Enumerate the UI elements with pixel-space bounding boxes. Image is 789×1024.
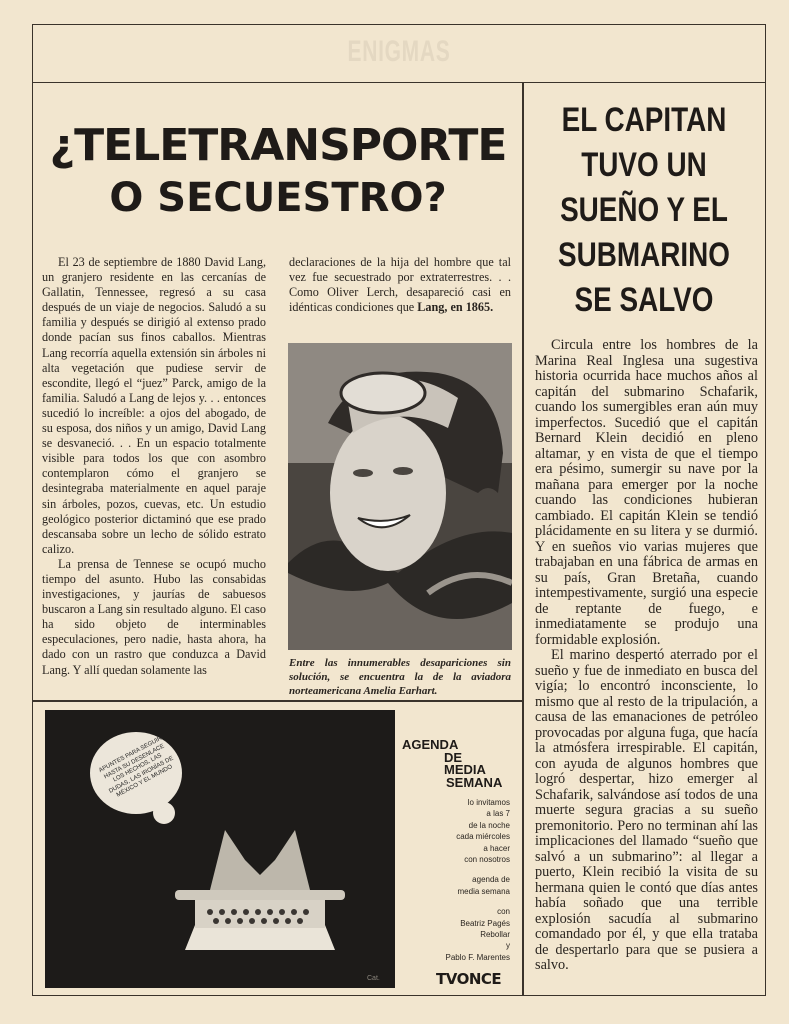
speech-bubble-text: APUNTES PARA SEGUIR HASTA SU DESENLACE LOS HECHOS, LAS DUDAS, LAS IRONÍAS DE MÉXICO Y EL MUNDO [98, 735, 175, 799]
tv-once-logo: TVONCE [436, 970, 502, 988]
sidebar-title [546, 98, 743, 323]
ad-title [402, 739, 514, 789]
horizontal-rule [33, 700, 522, 702]
typewriter-icon [165, 820, 355, 960]
ad-info-spacer [400, 897, 510, 906]
ad-info-line: con nosotros [464, 855, 510, 865]
photo-caption: Entre las innumerables desapariciones sin solución, se encuentra la de la aviadora norteamericana Amelia Earhart. [289, 657, 511, 697]
ad-info-line: a las 7 [486, 809, 510, 819]
ad-title-line: SEMANA [446, 774, 503, 790]
artist-signature: Cat. [367, 975, 380, 982]
ad-info-line: a hacer [483, 843, 510, 853]
article-paragraph: El 23 de septiembre de 1880 David Lang, un granjero residente en las cercanías de Gallatin, Tennessee, regresó a su casa después de un viaje de negocios. Saludó a su familia y después se dirigió al extenso prado donde pacían sus finos caballos. Mientras Lang recorría aquella extensión sin árboles ni alta vegetación que pudiese servir de escondite, llegó el “juez” Parck, amigo de la familia. Saludó a Lang de lejos y. . . entonces sucedió lo increíble: a ojos del abogado, de su esposa, dos niños y un amigo, David Lang se desvaneció. . . En un espacio totalmente visible para todos los que con asombro contemplaron cómo el granjero se desintegraba materialmente en aquel paraje sin árboles, pozos, cuevas, etc. Un estudio geológico posterior dictaminó que ese prado descansaba sobre un lecho de sólido estrato calizo. [42, 255, 266, 556]
ad-info [400, 797, 510, 963]
article-text-bold: Lang, en 1865. [417, 300, 494, 315]
section-header [33, 25, 765, 83]
ad-info-spacer [400, 865, 510, 874]
ad-info-line: cada miércoles [456, 832, 510, 842]
sidebar-title-line: SUBMARINO [558, 236, 730, 274]
ad-info-line: Pablo F. Marentes [445, 952, 510, 962]
article-text: declaraciones de la hija del hombre que tal vez fue secuestrado por extraterrestres. . . Como Oliver Lerch, desapareció casi en idénticas condiciones que [289, 255, 511, 315]
article-paragraph: La prensa de Tennese se ocupó mucho tiempo del asunto. Hubo las consabidas investigaciones, y jaurías de sabuesos buscaron a Lang sin resultado alguno. El caso ha sido objeto de interminables especulaciones, pero nadie, hasta ahora, ha dado con un rastro que conduzca a David Lang. Y allí quedan solamente las [42, 556, 266, 677]
ad-info-line: lo invitamos [467, 798, 510, 807]
sidebar-title-line: TUVO UN [581, 146, 707, 184]
title-line-1: ¿TELETRANSPORTE [49, 120, 507, 171]
article-title [34, 120, 522, 224]
sidebar-body [535, 338, 758, 974]
ad-title-line: AGENDA [402, 737, 459, 752]
section-name: ENIGMAS [347, 35, 451, 68]
sidebar-paragraph: Circula entre los hombres de la Marina Real Inglesa una sugestiva historia ocurrida hace muchos años al capitán del submarino Schafarik, cuando los sumergibles eran aún muy imperfectos. Sucedió que el capitán Bernard Klein decidió en pleno altamar, y en vista de que el tiempo era pésimo, sumergir su nave por la mañana para emerger por la noche cuando las condiciones hubieran cambiado. El capitán Klein se tendió plácidamente en su litera y se durmió. Y en sueños vio varias mujeres que trabajaban en una fábrica de armas en su país, Gran Bretaña, cuando intempestivamente, surgió una especie de reptante de fuego, e inmediatamente se produjo una formidable explosión. [535, 337, 758, 648]
ad-info-line: Rebollar [480, 930, 510, 940]
ad-info-line: Beatriz Pagés [460, 918, 510, 928]
sidebar-title-line: SE SALVO [574, 281, 714, 319]
ad-title-line: DE [444, 749, 463, 765]
article-paragraph [289, 255, 511, 315]
article-column-2 [289, 255, 511, 315]
sidebar-title-line: SUEÑO Y EL [560, 191, 728, 229]
ad-info-line: media semana [457, 886, 510, 896]
ad-title-line: MEDIA [444, 762, 486, 777]
photo-amelia-earhart [288, 343, 512, 650]
title-line-2: O SECUESTRO? [109, 175, 447, 221]
sidebar-title-line: EL CAPITAN [561, 101, 727, 139]
article-column-1 [42, 255, 266, 678]
ad-illustration [45, 710, 395, 988]
sidebar-paragraph: El marino despertó aterrado por el sueño y fue de inmediato en busca del vigía; lo encontró inconsciente, lo mismo que al resto de la tripulación, a causa de las emanaciones de petróleo provocadas por alguna fuga, que hacía la atmósfera irrespirable. El capitán, con ayuda de algunos hombres que logró despertar, hizo emerger al Schafarik, salvándose así todos de una muerte segura gracias a su sueño premonitorio. Pero no terminan ahí las implicaciones del llamado “sueño que salvó a un submarino”: al llegar a puerto, Klein recibió la visita de su hermana quien le contó que días antes había soñado que una terrible explosión sacudía al submarino comandado por él, y que ella trataba de despertarlo para que se pusiera a salvo. [535, 647, 758, 973]
ad-info-line: de la noche [468, 820, 510, 830]
ad-info-line: agenda de [472, 875, 510, 885]
ad-info-line: y [506, 941, 510, 951]
column-divider [522, 82, 524, 996]
ad-info-line: con [497, 907, 510, 917]
